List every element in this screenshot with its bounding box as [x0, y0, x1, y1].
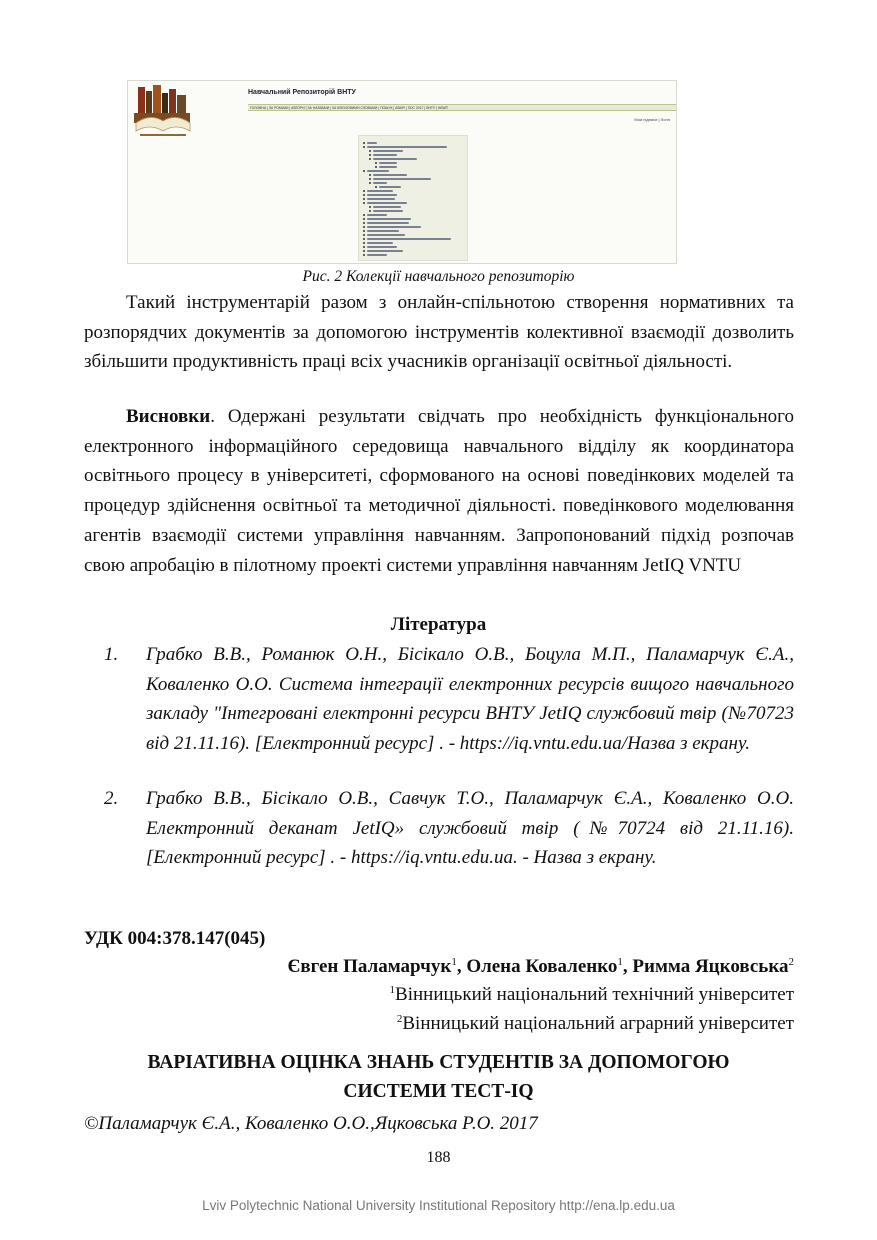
paragraph-toolkit: Такий інструментарій разом з онлайн-спільнотою створення нормативних та розпорядчих документів за допомогою інструментів колективної взаємодії дозволить збільшити продуктивність праці всіх учасників організації освітньої діяльності.: [84, 292, 794, 373]
repository-footer: Lviv Polytechnic National University Institutional Repository http://ena.lp.edu.ua: [202, 1198, 675, 1213]
affiliation-text: Вінницький національний технічний університет: [395, 984, 794, 1005]
copyright-line: ©Паламарчук Є.А., Коваленко О.О.,Яцковська Р.О. 2017: [84, 1113, 538, 1134]
affiliation: [390, 984, 794, 1006]
udk-code: УДК 004:378.147(045): [84, 928, 266, 949]
author-name: Олена Коваленко: [466, 956, 618, 977]
author-name: Євген Паламарчук: [287, 956, 452, 977]
author-affiliation-mark: 1: [617, 956, 623, 968]
paragraph-conclusions: [84, 402, 794, 580]
author-name: Римма Яцковська: [632, 956, 789, 977]
figure-nav-bar: ГОЛОВНА | ЗА РОКАМИ | АВТОРИ | ЗА НАЗВАМИ | ЗА КЛЮЧОВИМИ СЛОВАМИ | ПОШУК | АВАРІ | SDC 2017 | ВНТУ | НІВИТ: [248, 104, 676, 111]
reference-number: 2.: [104, 788, 119, 809]
conclusions-text: . Одержані результати свідчать про необхідність функціонального електронного інформаційного середовища навчального відділу як координатора освітнього процесу в університеті, сформованого на основі поведінкових моделей та процедур здійснення освітньої та методичної діяльності. поведінкового моделювання агентів взаємодії системи управління навчанням. Запропонований підхід розпочав свою апробацію в пілотному проекті системи управління навчанням JetIQ VNTU: [84, 406, 794, 576]
article-title: [0, 1048, 877, 1106]
author-separator: ,: [456, 956, 467, 977]
affiliation-mark: 2: [396, 1013, 403, 1025]
authors-line: [287, 956, 794, 978]
reference-number: 1.: [104, 644, 119, 665]
figure-login-text: Мои підписи | Логін: [634, 117, 670, 122]
reference-item: Грабко В.В., Бісікало О.В., Савчук Т.О., Паламарчук Є.А., Коваленко О.О. Електронний деканат JetIQ» службовий твір (№70724 від 21.11.16). [Електронний ресурс] . - https://iq.vntu.edu.ua. - Назва з екрану.: [146, 788, 794, 869]
article-title-line: СИСТЕМИ ТЕСТ-IQ: [343, 1081, 534, 1102]
affiliation: [397, 1013, 794, 1035]
author-affiliation-mark: 1: [451, 956, 457, 968]
author-separator: ,: [622, 956, 633, 977]
author-affiliation-mark: 2: [788, 956, 794, 968]
figure-caption: Рис. 2 Колекції навчального репозиторію: [302, 268, 575, 285]
page-number: 188: [426, 1149, 451, 1166]
books-logo-icon: [132, 83, 194, 141]
literature-heading: Література: [390, 614, 487, 635]
affiliation-text: Вінницький національний аграрний університет: [402, 1013, 794, 1034]
figure-repository-screenshot: [127, 80, 677, 264]
conclusions-lead: Висновки: [126, 406, 211, 427]
affiliation-mark: 1: [389, 984, 396, 996]
article-title-line: ВАРІАТИВНА ОЦІНКА ЗНАНЬ СТУДЕНТІВ ЗА ДОПОМОГОЮ: [147, 1052, 730, 1073]
reference-item: Грабко В.В., Романюк О.Н., Бісікало О.В., Боцула М.П., Паламарчук Є.А., Коваленко О.О. Система інтеграції електронних ресурсів вищого навчального закладу "Інтегровані електронні ресурси ВНТУ JetIQ службовий твір (№70723 від 21.11.16). [Електронний ресурс] . - https://iq.vntu.edu.ua/Назва з екрану.: [146, 644, 794, 755]
figure-collections-tree: [358, 135, 468, 261]
figure-site-title: Навчальний Репозиторій ВНТУ: [248, 89, 356, 96]
